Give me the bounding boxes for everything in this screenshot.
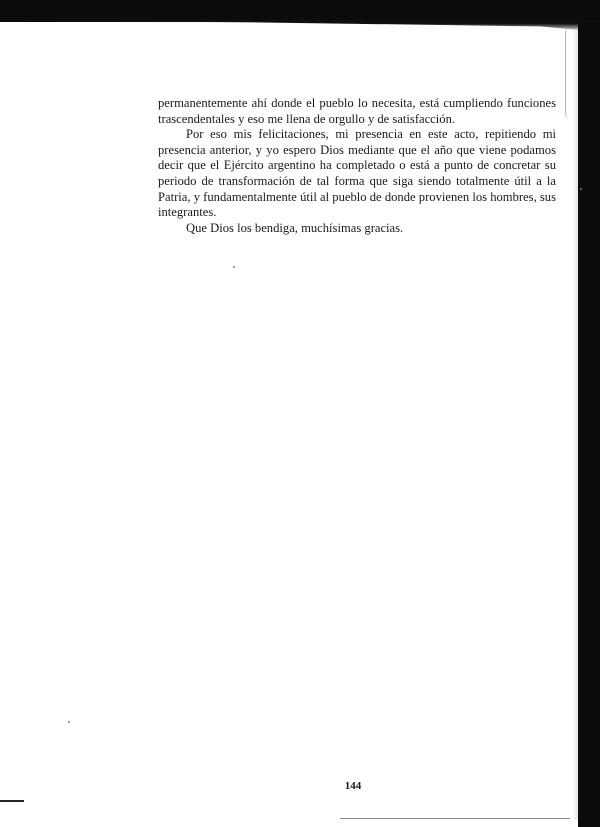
scan-speck [233, 266, 235, 268]
paragraph-felicitaciones: Por eso mis felicitaciones, mi presencia en este acto, repitiendo mi presencia anterior, y yo espero Dios mediante que el año que viene podamos decir que el Ejército argentino ha completado o está a punto de concretar su periodo de transformación de tal forma que siga siendo totalmente útil a la Patria, y fundamentalmente útil al pueblo de donde provienen los hombres, sus integrantes. [158, 127, 556, 220]
page-number: 144 [344, 780, 362, 792]
paragraph-continuation: permanentemente ahí donde el pueblo lo necesita, está cumpliendo funciones trascendentales y eso me llena de orgullo y de satisfacción. [158, 96, 556, 126]
paragraph-closing: Que Dios los bendiga, muchísimas gracias. [186, 220, 404, 235]
scan-bottom-left-mark [0, 800, 24, 802]
scan-speck [68, 721, 70, 723]
scan-speck [580, 188, 582, 190]
scan-top-border-shadow [0, 18, 600, 32]
scan-right-border [578, 22, 600, 827]
body-text [158, 96, 556, 236]
scan-right-edge-shading [572, 30, 578, 820]
page-curl-mark [565, 28, 576, 118]
scan-bottom-line [340, 818, 570, 819]
